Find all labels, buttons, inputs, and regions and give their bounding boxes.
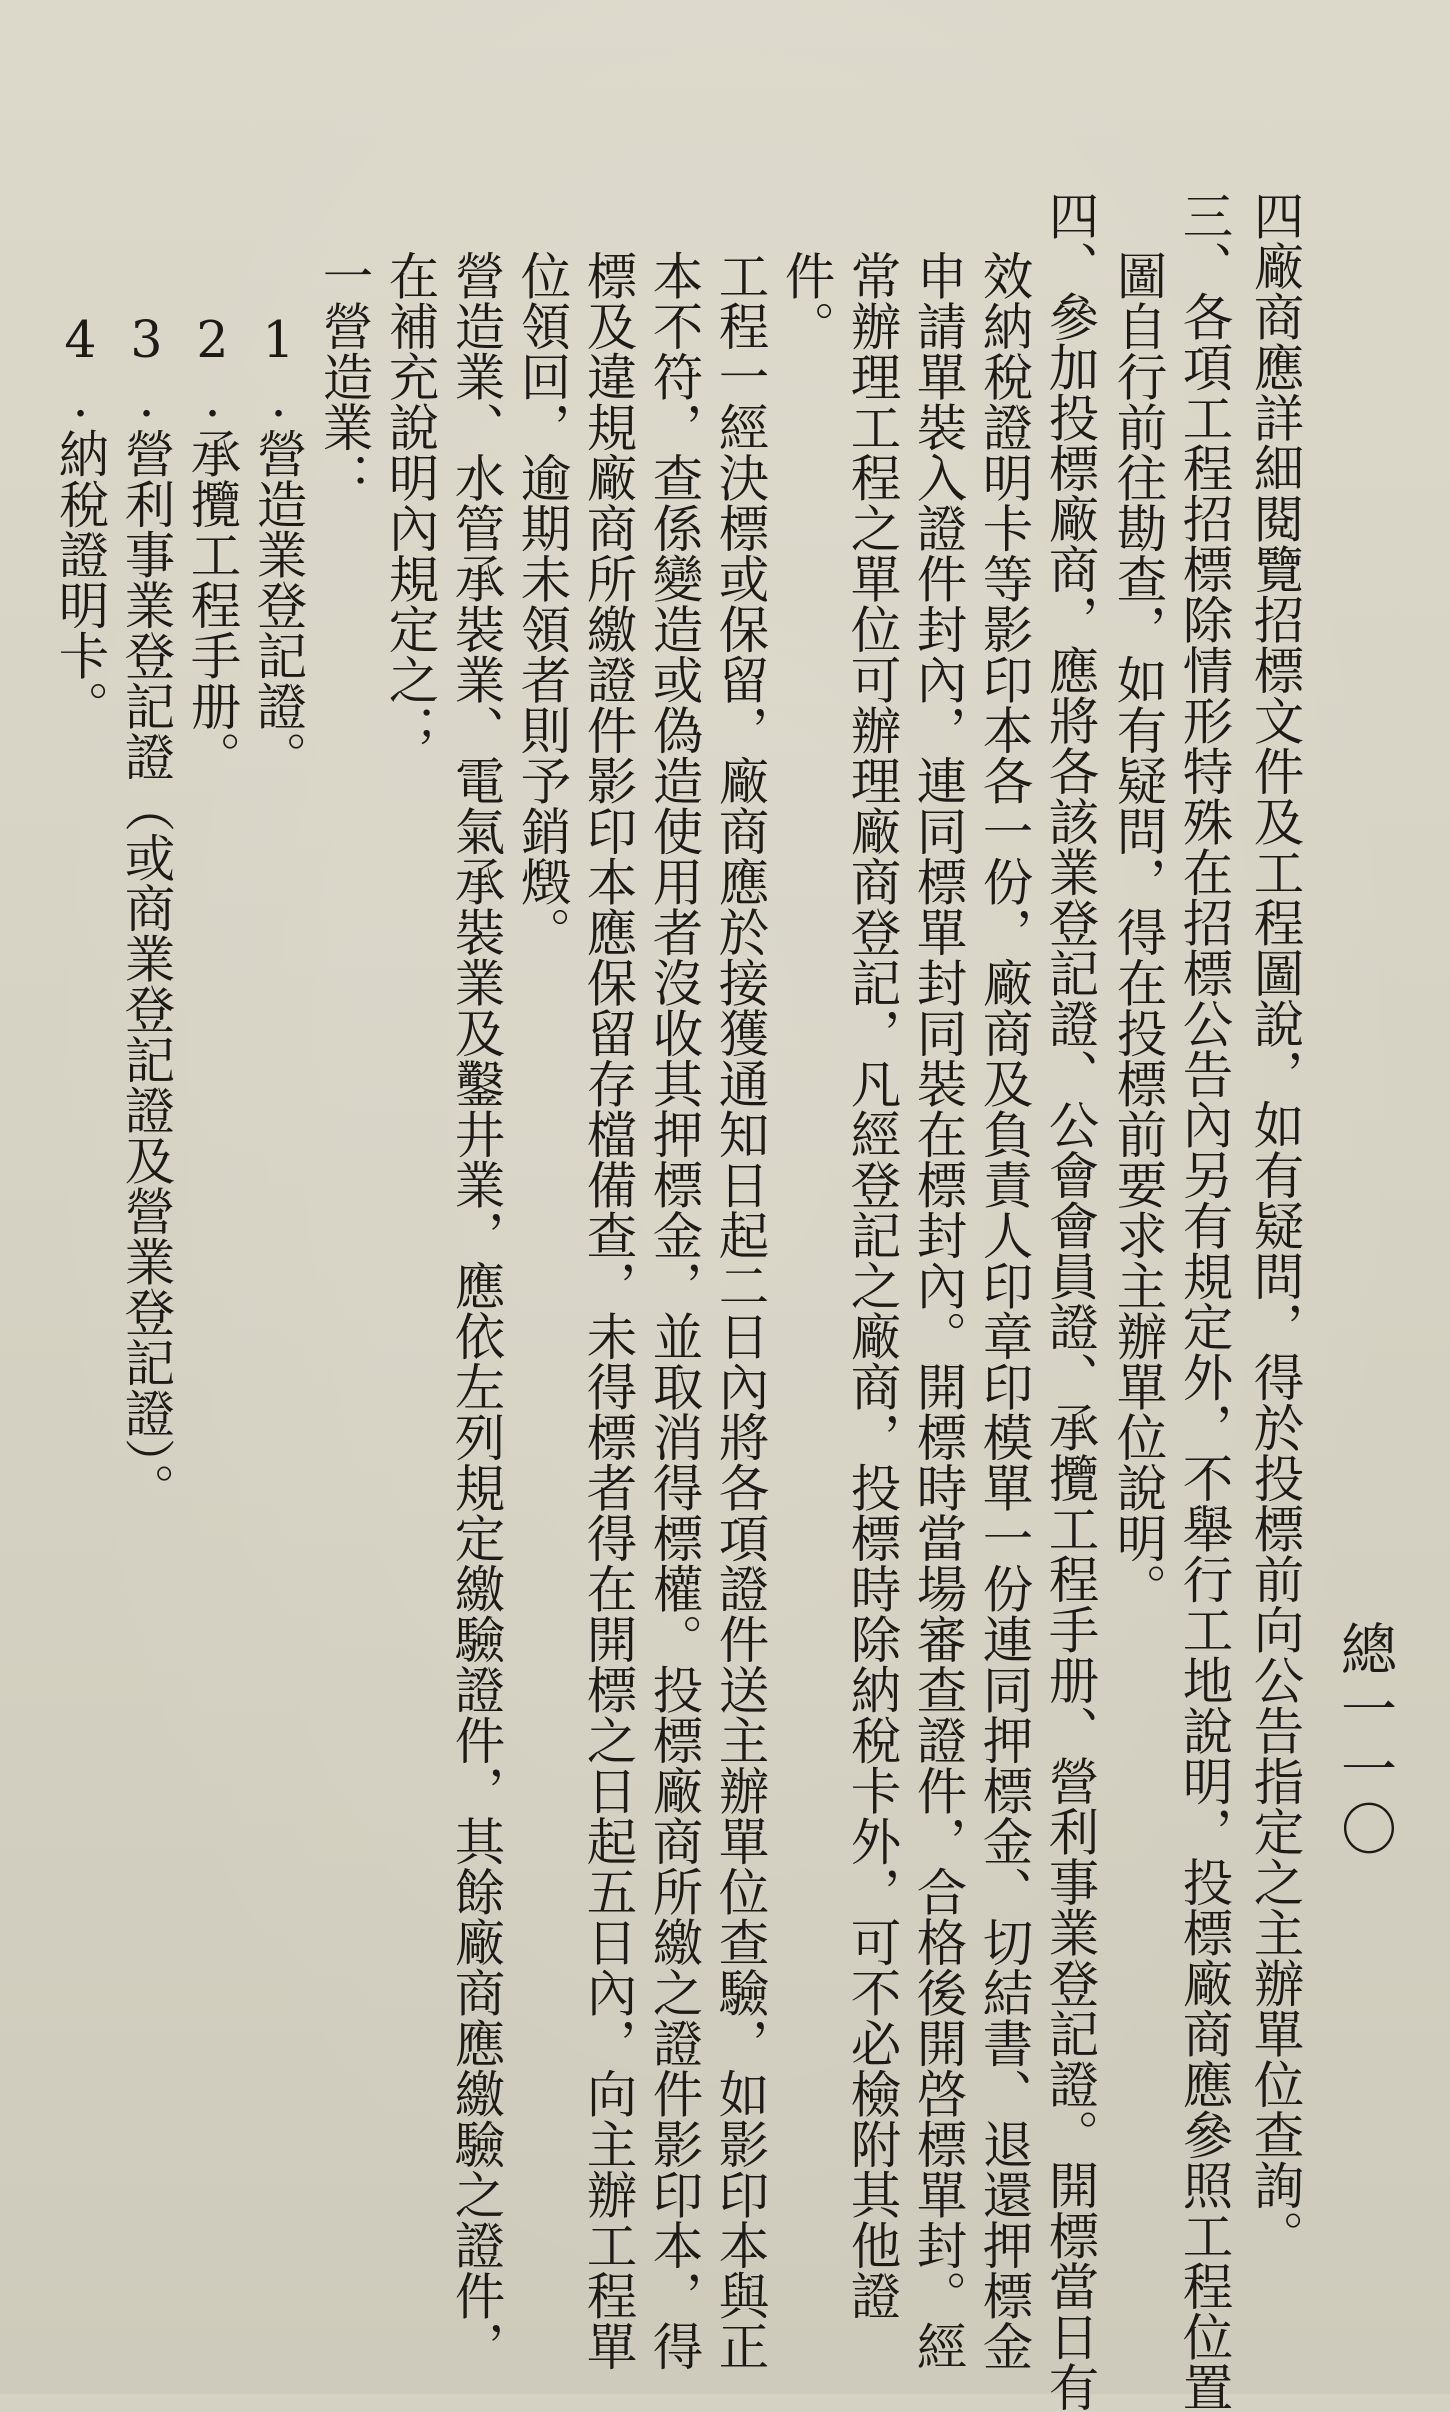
text-column: 四廠商應詳細閱覽招標文件及工程圖說，如有疑問，得於投標前向公告指定之主辦單位查詢。 xyxy=(1246,190,1305,2261)
text-column: 標及違規廠商所繳證件影印本應保留存檔備查，未得標者得在開標之日起五日內，向主辦工程單 xyxy=(579,250,638,2371)
text-column: 本不符，查係變造或偽造使用者沒收其押標金，並取消得標權。投標廠商所繳之證件影印本，得 xyxy=(645,250,704,2371)
text-column: 在補充說明內規定之； xyxy=(381,250,440,755)
page-number: 總一一〇 xyxy=(1332,1620,1397,1860)
text-column: 2.承攬工程手册。 xyxy=(183,310,242,782)
text-column: 申請單裝入證件封內，連同標單封同裝在標封內。開標時當場審查證件，合格後開啓標單封。經 xyxy=(909,250,968,2371)
text-column: 3.營利事業登記證（或商業登記證及營業登記證）。 xyxy=(117,310,176,1514)
text-column: 三、各項工程招標除情形特殊在招標公告內另有規定外，不舉行工地說明，投標廠商應參照工程位置 xyxy=(1175,190,1234,2412)
text-column: 圖自行前往勘查，如有疑問，得在投標前要求主辦單位說明。 xyxy=(1109,250,1168,1614)
text-column: 4.納稅證明卡。 xyxy=(51,310,110,731)
text-column: 件。 xyxy=(777,250,836,351)
text-column: 位領回，逾期未領者則予銷燬。 xyxy=(513,250,572,957)
text-column: 四、參加投標廠商，應將各該業登記證、公會會員證、承攬工程手册、營利事業登記證。開標當日有 xyxy=(1041,190,1100,2412)
text-column: 工程一經決標或保留，廠商應於接獲通知日起二日內將各項證件送主辦單位查驗，如影印本與正 xyxy=(711,250,770,2371)
text-column: 效納稅證明卡等影印本各一份，廠商及負責人印章印模單一份連同押標金、切結書、退還押標金 xyxy=(975,250,1034,2371)
text-column: 一營造業： xyxy=(315,250,374,503)
text-column: 營造業、水管承裝業、電氣承裝業及鑿井業，應依左列規定繳驗證件，其餘廠商應繳驗之證件， xyxy=(447,250,506,2371)
text-column: 常辦理工程之單位可辦理廠商登記，凡經登記之廠商，投標時除納稅卡外，可不必檢附其他證 xyxy=(843,250,902,2321)
text-column: 1.營造業登記證。 xyxy=(249,310,308,782)
